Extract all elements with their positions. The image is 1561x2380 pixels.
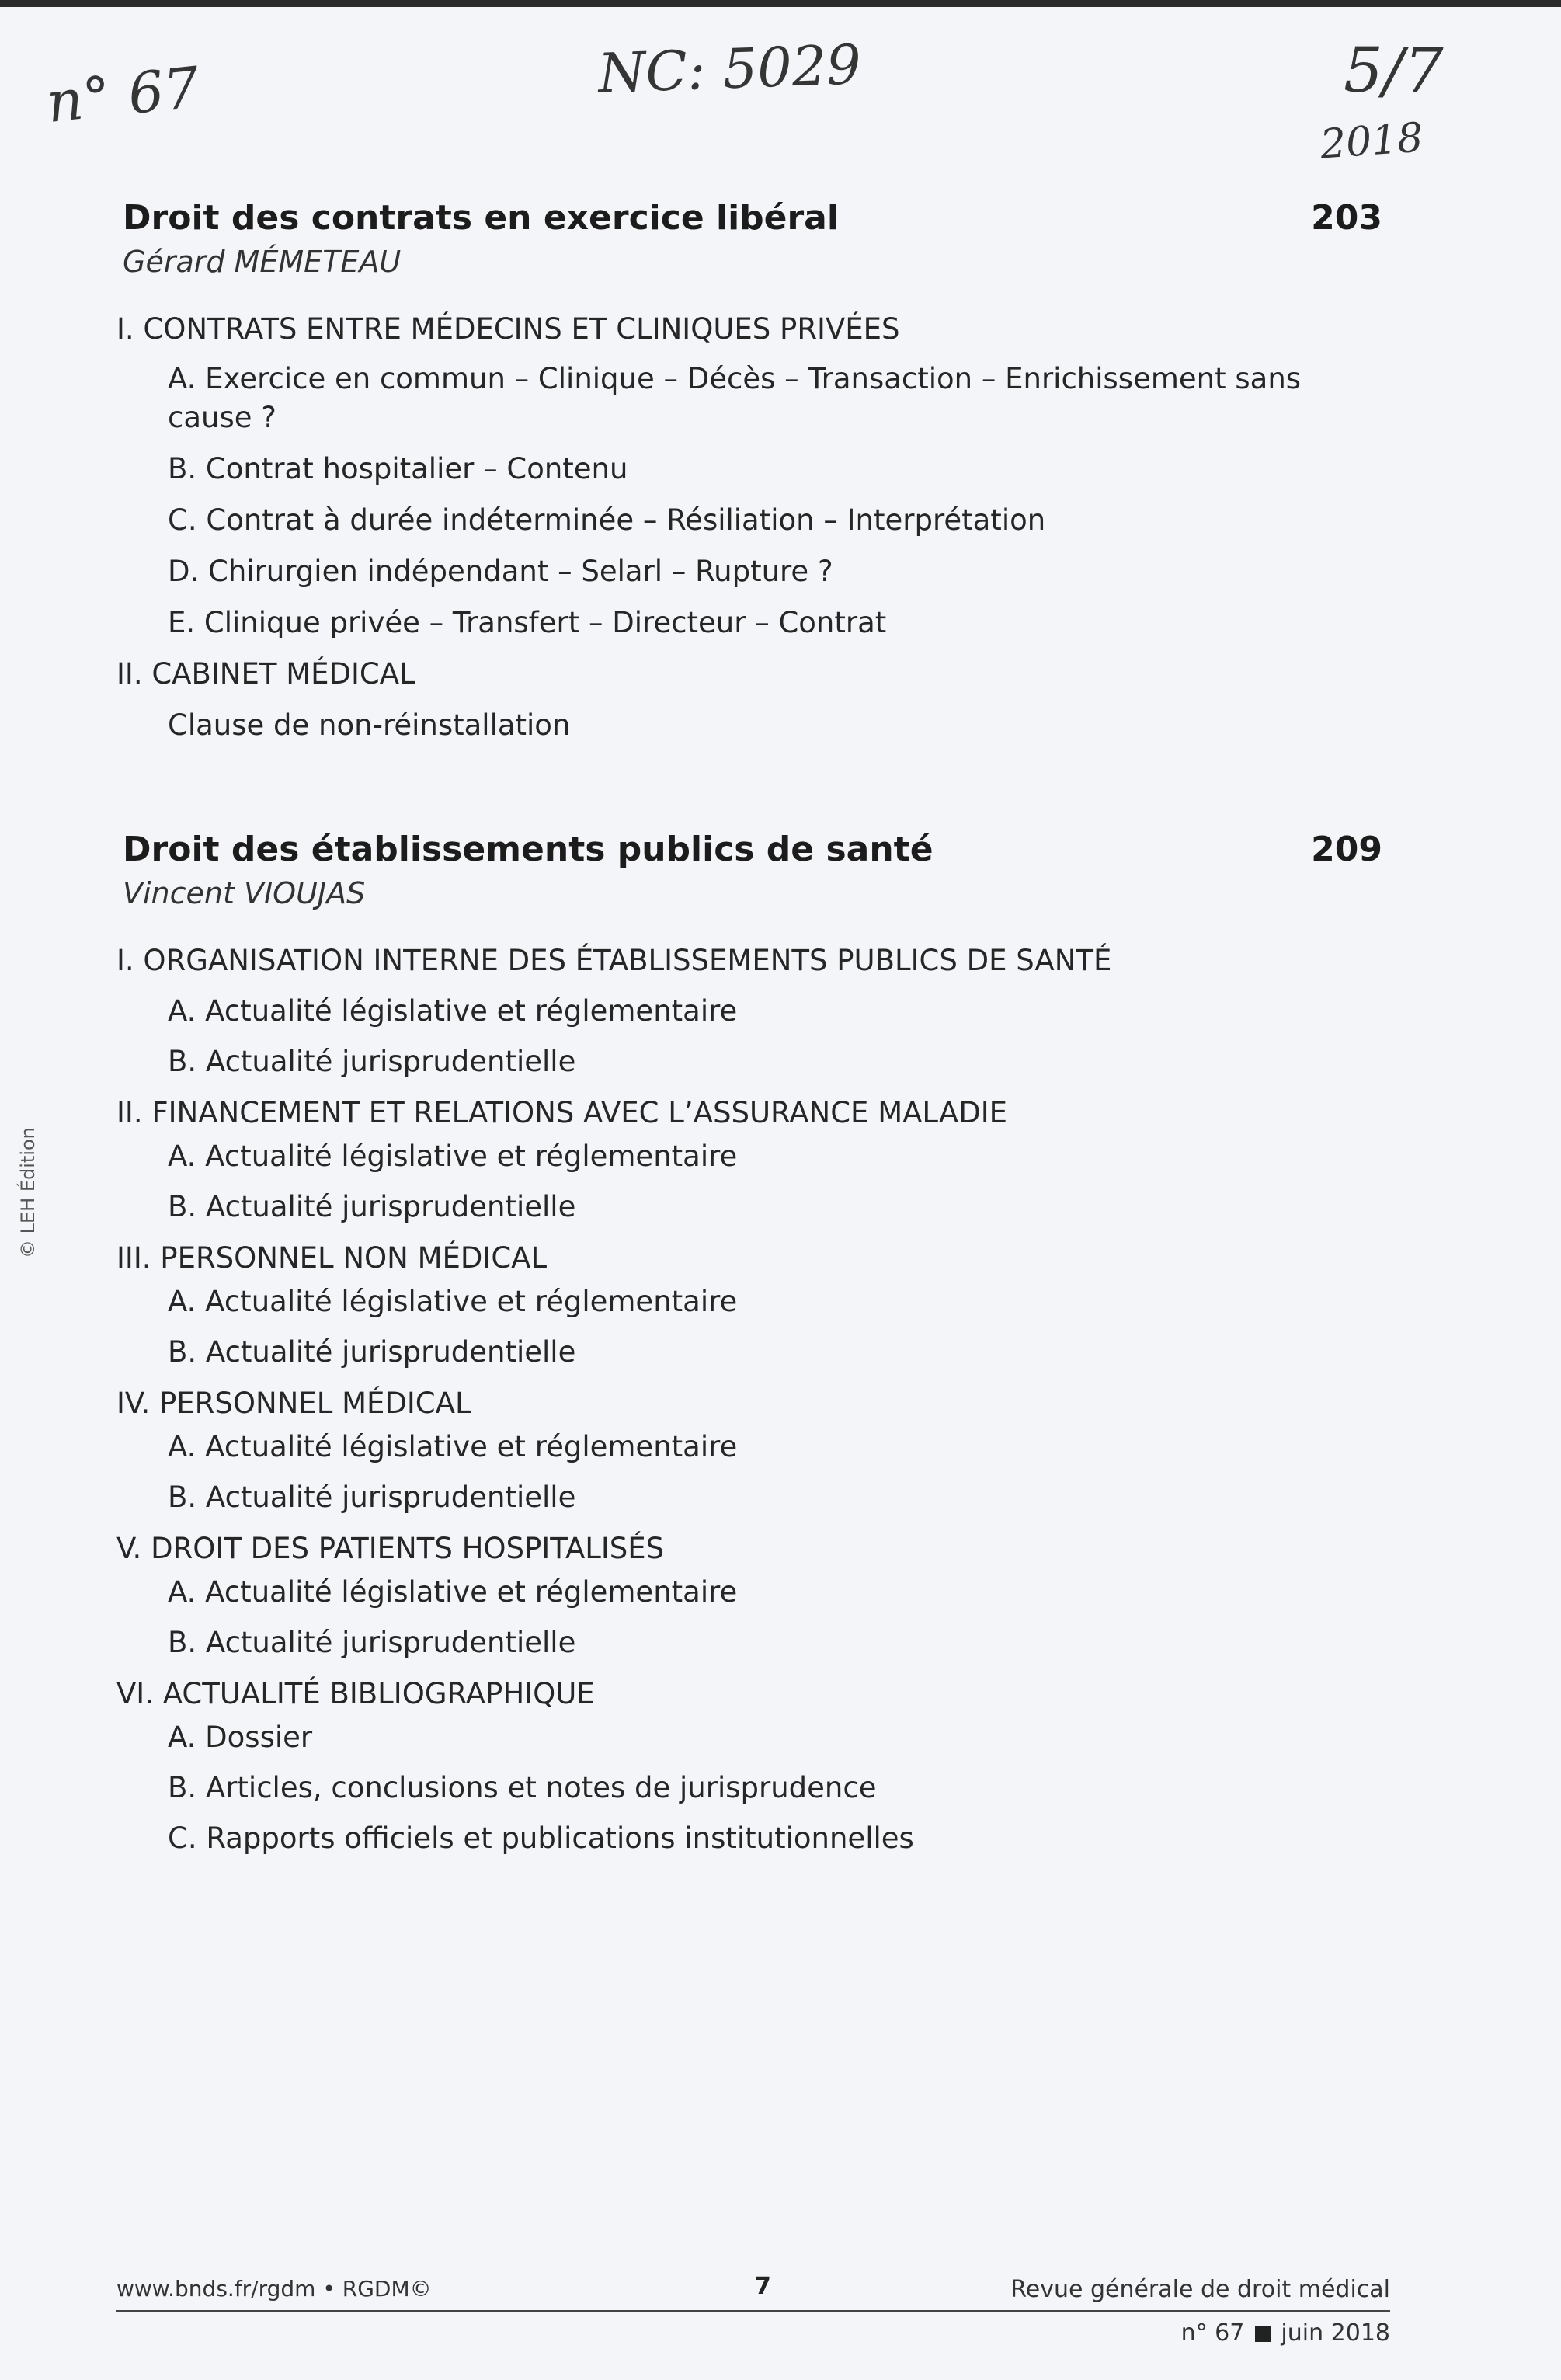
toc-section-etablissements <box>116 830 1382 1858</box>
toc-item: A. Actualité législative et réglementaire <box>168 994 738 1028</box>
footer-page-number: 7 <box>755 2273 771 2300</box>
toc-item: B. Actualité jurisprudentielle <box>168 1335 576 1369</box>
section-header <box>116 198 1382 242</box>
toc-heading: VI. ACTUALITÉ BIBLIOGRAPHIQUE <box>116 1677 595 1710</box>
toc-item: A. Actualité législative et réglementaire <box>168 1575 738 1609</box>
toc-item: A. Actualité législative et réglementaire <box>168 1430 738 1463</box>
toc-item: B. Actualité jurisprudentielle <box>168 1481 576 1514</box>
section-page-number: 209 <box>1311 830 1382 869</box>
toc-item: C. Rapports officiels et publications institutionnelles <box>168 1822 914 1855</box>
copyright-side-label: © LEH Édition <box>17 1127 39 1258</box>
footer-issue-date: juin 2018 <box>1281 2319 1390 2347</box>
section-title: Droit des contrats en exercice libéral <box>123 198 839 238</box>
footer-issue-number: n° 67 <box>1180 2319 1245 2347</box>
toc-heading: III. PERSONNEL NON MÉDICAL <box>116 1241 548 1275</box>
toc-item: A. Actualité législative et réglementaire <box>168 1140 738 1173</box>
footer-issue-info <box>1181 2319 1390 2347</box>
toc-heading: IV. PERSONNEL MÉDICAL <box>116 1387 471 1420</box>
toc-item: A. Dossier <box>168 1721 313 1754</box>
toc-heading: I. CONTRATS ENTRE MÉDECINS ET CLINIQUES PRIVÉES <box>116 312 900 346</box>
toc-item: Clause de non-réinstallation <box>168 708 571 742</box>
toc-item: B. Contrat hospitalier – Contenu <box>168 452 628 485</box>
toc-item: C. Contrat à durée indéterminée – Résiliation – Interprétation <box>168 503 1046 537</box>
toc-item: B. Actualité jurisprudentielle <box>168 1045 576 1078</box>
toc-heading: II. FINANCEMENT ET RELATIONS AVEC L’ASSURANCE MALADIE <box>116 1096 1007 1129</box>
footer-divider <box>116 2310 1390 2312</box>
section-page-number: 203 <box>1311 198 1382 238</box>
toc-item: B. Actualité jurisprudentielle <box>168 1190 576 1223</box>
footer-website: www.bnds.fr/rgdm • RGDM© <box>116 2276 432 2302</box>
section-author: Gérard MÉMETEAU <box>123 245 402 279</box>
handwritten-year-note: 2018 <box>1319 114 1425 169</box>
toc-item: B. Actualité jurisprudentielle <box>168 1626 576 1659</box>
footer-journal-title: Revue générale de droit médical <box>1010 2276 1390 2303</box>
toc-heading: V. DROIT DES PATIENTS HOSPITALISÉS <box>116 1532 665 1565</box>
toc-heading: II. CABINET MÉDICAL <box>116 657 415 691</box>
section-header <box>116 830 1382 873</box>
toc-item: A. Actualité législative et réglementaire <box>168 1285 738 1318</box>
toc-heading: I. ORGANISATION INTERNE DES ÉTABLISSEMENTS PUBLICS DE SANTÉ <box>116 944 1112 977</box>
black-square-icon <box>1255 2326 1271 2342</box>
handwritten-issue-note: n° 67 <box>43 54 203 136</box>
toc-item: D. Chirurgien indépendant – Selarl – Rupture ? <box>168 555 833 588</box>
section-author: Vincent VIOUJAS <box>123 876 366 910</box>
toc-item: E. Clinique privée – Transfert – Directeur – Contrat <box>168 606 887 639</box>
toc-item: B. Articles, conclusions et notes de jurisprudence <box>168 1771 877 1804</box>
toc-item: A. Exercice en commun – Clinique – Décès – Transaction – Enrichissement sans cause ? <box>168 362 1302 434</box>
handwritten-fraction-note: 5/7 <box>1344 34 1444 106</box>
handwritten-reference-note: NC: 5029 <box>596 33 863 106</box>
scan-top-edge <box>0 0 1561 7</box>
section-title: Droit des établissements publics de santé <box>123 830 933 869</box>
toc-section-contrats <box>116 198 1382 745</box>
